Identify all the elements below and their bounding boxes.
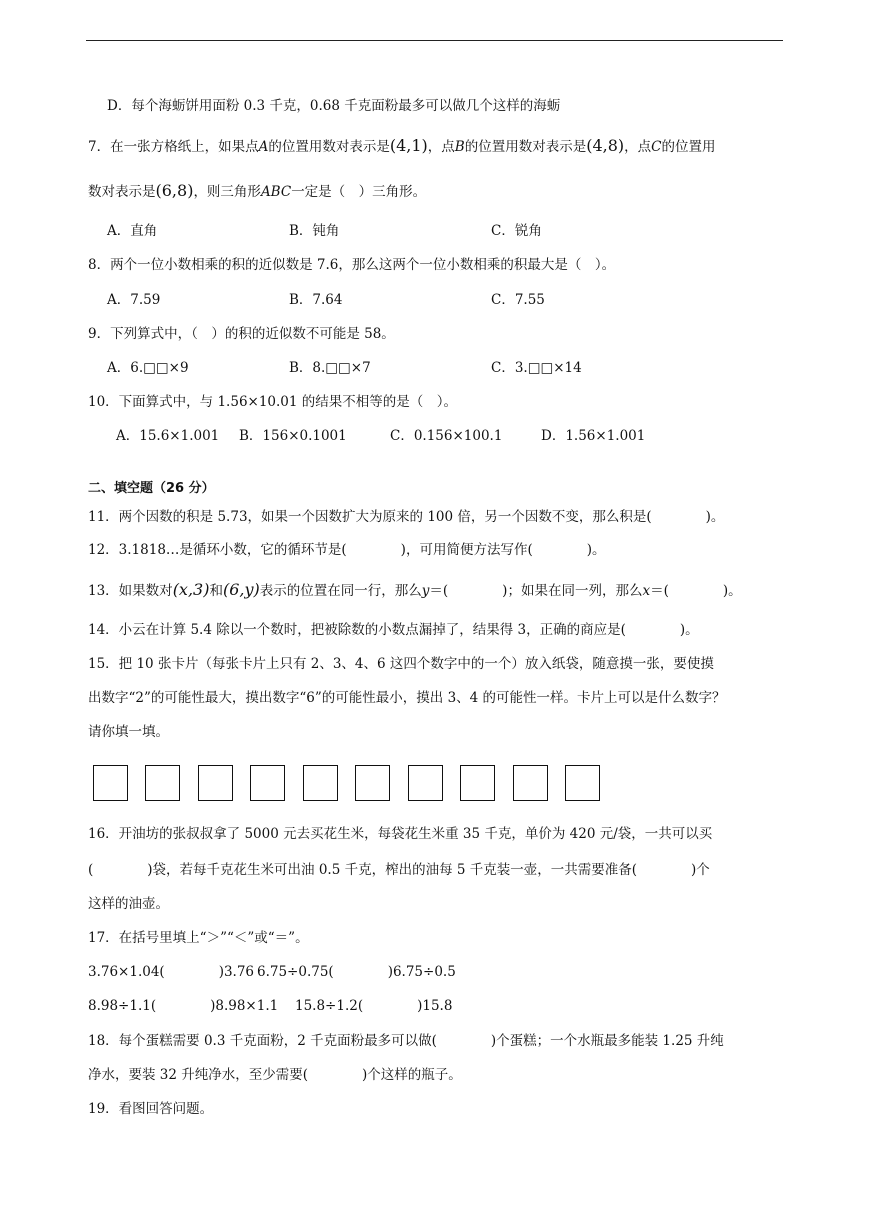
q17-text: 17．在括号里填上“＞”“＜”或“＝”。 [88, 930, 309, 946]
q16-line2: ( )袋，若每千克花生米可出油 0.5 千克，榨出的油每 5 千克装一壶，一共需要准备( )个 [88, 862, 710, 878]
card-box-2[interactable] [145, 765, 180, 801]
q9-text: 9．下列算式中，（ ）的积的近似数不可能是 58。 [88, 326, 395, 342]
q15-line3: 请你填一填。 [88, 724, 169, 740]
q17-item-4: 15.8÷1.2( )15.8 [295, 998, 453, 1014]
q17-item-2: 6.75÷0.75( )6.75÷0.5 [257, 964, 456, 980]
q7-option-b: B．钝角 [289, 223, 340, 239]
q8-option-b: B．7.64 [289, 292, 343, 308]
q6-option-d: D．每个海蛎饼用面粉 0.3 千克，0.68 千克面粉最多可以做几个这样的海蛎 [107, 98, 561, 114]
pair-b: (4,8) [586, 136, 625, 155]
var-y: y [421, 583, 430, 599]
q9-option-c: C．3.□□×14 [491, 360, 582, 376]
q19-text: 19．看图回答问题。 [88, 1101, 214, 1117]
section-heading: 二、填空题（26 分） [88, 481, 215, 496]
q15-line1: 15．把 10 张卡片（每张卡片上只有 2、3、4、6 这四个数字中的一个）放入纸袋，随意摸一张，要使摸 [88, 656, 714, 672]
q9-option-a: A．6.□□×9 [107, 360, 189, 376]
card-box-9[interactable] [513, 765, 548, 801]
q15-line2: 出数字“2”的可能性最大，摸出数字“6”的可能性最小，摸出 3、4 的可能性一样。卡片上可以是什么数字？ [88, 690, 726, 706]
q8-option-a: A．7.59 [107, 292, 161, 308]
q10-option-a: A．15.6×1.001 [116, 428, 220, 444]
q9-option-b: B．8.□□×7 [289, 360, 371, 376]
q7-option-c: C．锐角 [491, 223, 542, 239]
pair-6y: (6,y) [222, 580, 260, 599]
q12-text: 12．3.1818…是循环小数，它的循环节是( )，可用简便方法写作( )。 [88, 542, 606, 558]
card-box-3[interactable] [198, 765, 233, 801]
header-rule [86, 40, 783, 41]
point-a-label: A [258, 139, 269, 155]
card-box-6[interactable] [355, 765, 390, 801]
q10-option-b: B．156×0.1001 [239, 428, 347, 444]
q16-line3: 这样的油壶。 [88, 896, 169, 912]
q7-line2: 数对表示是(6,8)，则三角形ABC一定是（ ）三角形。 [88, 181, 427, 200]
q7-line1: 7．在一张方格纸上，如果点A的位置用数对表示是(4,1)，点B的位置用数对表示是(4,8)，点C的位置用 [88, 136, 716, 155]
card-box-1[interactable] [93, 765, 128, 801]
q14-text: 14．小云在计算 5.4 除以一个数时，把被除数的小数点漏掉了，结果得 3，正确的商应是( )。 [88, 622, 699, 638]
card-box-7[interactable] [408, 765, 443, 801]
q10-option-c: C．0.156×100.1 [390, 428, 503, 444]
pair-a: (4,1) [389, 136, 428, 155]
card-box-10[interactable] [565, 765, 600, 801]
q10-text: 10．下面算式中，与 1.56×10.01 的结果不相等的是（ ）。 [88, 394, 458, 410]
triangle-label: ABC [260, 184, 292, 200]
point-b-label: B [454, 139, 465, 155]
q18-line1: 18．每个蛋糕需要 0.3 千克面粉，2 千克面粉最多可以做( )个蛋糕；一个水瓶最多能装 1.25 升纯 [88, 1033, 724, 1049]
card-box-8[interactable] [460, 765, 495, 801]
card-box-5[interactable] [303, 765, 338, 801]
q17-item-3: 8.98÷1.1( )8.98×1.1 [88, 998, 279, 1014]
q8-option-c: C．7.55 [491, 292, 545, 308]
card-box-4[interactable] [250, 765, 285, 801]
q10-option-d: D．1.56×1.001 [541, 428, 646, 444]
pair-x3: (x,3) [172, 580, 210, 599]
var-x: x [642, 583, 651, 599]
q17-item-1: 3.76×1.04( )3.76 [88, 964, 255, 980]
q18-line2: 净水，要装 32 升纯净水，至少需要( )个这样的瓶子。 [88, 1067, 462, 1083]
q13-text: 13．如果数对(x,3)和(6,y)表示的位置在同一行，那么y＝( )；如果在同一列，那么x＝( )。 [88, 580, 742, 599]
q16-line1: 16．开油坊的张叔叔拿了 5000 元去买花生米，每袋花生米重 35 千克，单价为 420 元/袋，一共可以买 [88, 826, 713, 842]
pair-c: (6,8) [155, 181, 194, 200]
q11-text: 11．两个因数的积是 5.73，如果一个因数扩大为原来的 100 倍，另一个因数不变，那么积是( )。 [88, 509, 725, 525]
q7-option-a: A．直角 [107, 223, 158, 239]
q8-text: 8．两个一位小数相乘的积的近似数是 7.6，那么这两个一位小数相乘的积最大是（ ）。 [88, 257, 616, 273]
point-c-label: C [651, 139, 662, 155]
